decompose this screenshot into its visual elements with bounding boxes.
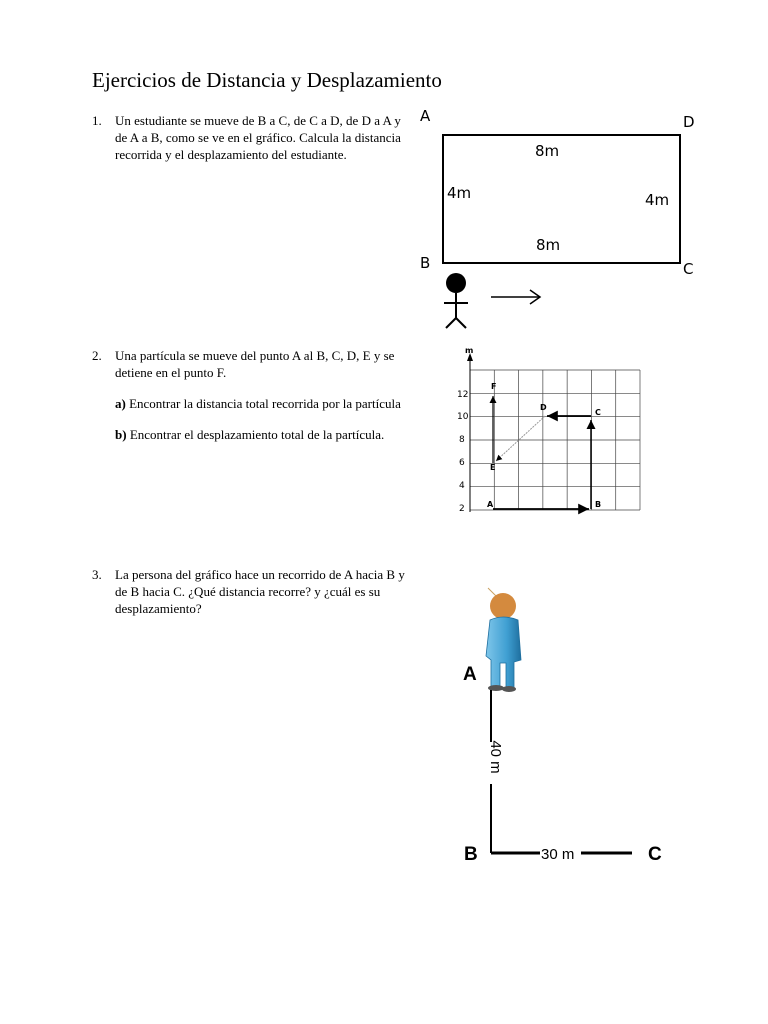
page-title: Ejercicios de Distancia y Desplazamiento [92, 68, 442, 92]
y-tick-labels [457, 390, 469, 514]
exercise-2-number: 2. [92, 348, 102, 363]
right-arrow-icon [491, 290, 540, 304]
y-tick-label: 8 [459, 435, 465, 445]
bottom-side-label: 8m [536, 236, 561, 254]
point-c-label: C [648, 844, 662, 865]
point-a-label: A [487, 500, 494, 509]
y-tick-label: 10 [457, 412, 469, 422]
y-tick-label: 6 [459, 458, 465, 468]
left-side-label: 4m [447, 184, 472, 202]
point-b-label: B [595, 500, 602, 509]
point-e-label: E [490, 463, 496, 472]
figure-3-path-diagram [463, 588, 662, 865]
figure-2-grid-chart [457, 346, 640, 514]
distance-ab-label: 40 m [487, 740, 504, 774]
particle-path [493, 396, 591, 509]
person-icon [486, 588, 521, 692]
y-tick-label: 4 [459, 481, 465, 491]
exercise-2-statement: Una partícula se mueve del punto A al B, C, D, E y se detiene en el punto F. [115, 348, 395, 380]
figure-1-rectangle-diagram [420, 107, 695, 328]
corner-a-label: A [420, 107, 431, 125]
right-side-label: 4m [645, 191, 670, 209]
point-c-label: C [595, 408, 601, 417]
exercise-2a: a) Encontrar la distancia total recorrida por la partícula [115, 396, 401, 411]
corner-c-label: C [683, 260, 694, 278]
exercise-1-number: 1. [92, 113, 102, 128]
corner-d-label: D [683, 113, 695, 131]
point-a-label: A [463, 664, 477, 685]
exercise-3-statement: La persona del gráfico hace un recorrido de A hacia B y de B hacia C. ¿Qué distancia recorre? y ¿cuál es su desplazamiento? [115, 567, 405, 616]
y-tick-label: 12 [457, 390, 469, 400]
exercise-2b: b) Encontrar el desplazamiento total de la partícula. [115, 427, 385, 442]
axis-unit-label: m [465, 346, 474, 355]
distance-bc-label: 30 m [541, 846, 575, 863]
exercise-3-number: 3. [92, 567, 102, 582]
grid-lines [470, 370, 640, 510]
point-labels [487, 382, 601, 509]
exercise-1-statement: Un estudiante se mueve de B a C, de C a D, de D a A y de A a B, como se ve en el gráfico. Calcula la distancia recorrida y el desplazamiento del estudiante. [115, 113, 401, 162]
stick-figure-icon [444, 273, 468, 328]
point-d-label: D [540, 403, 547, 412]
y-tick-label: 2 [459, 504, 465, 514]
corner-b-label: B [420, 254, 431, 272]
top-side-label: 8m [535, 142, 560, 160]
point-f-label: F [491, 382, 497, 391]
point-b-label: B [464, 844, 478, 865]
segment-d-e [496, 416, 545, 461]
